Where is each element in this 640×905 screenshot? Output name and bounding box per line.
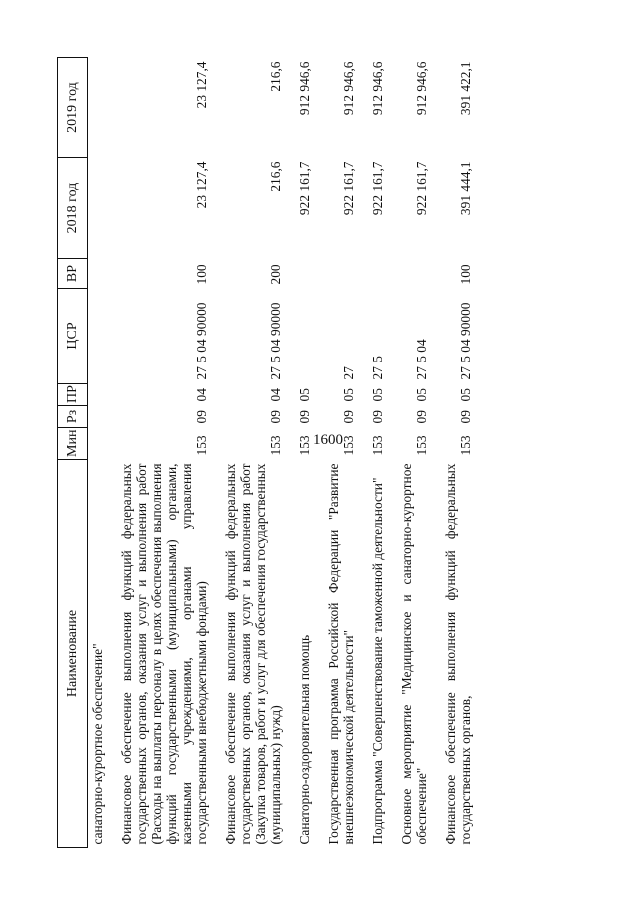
- row-name: Подпрограмма "Совершенствование таможенной деятельности": [370, 477, 385, 845]
- table-row: [107, 58, 211, 848]
- header-vr: ВР: [58, 259, 88, 289]
- row-2018: 23 127,4: [194, 161, 209, 209]
- row-min: 153: [297, 435, 312, 456]
- rotated-page-content: [57, 58, 587, 848]
- row-csr: [285, 289, 314, 384]
- row-rz: 09: [297, 410, 312, 424]
- row-name: Основное мероприятие "Медицинское и санаторно-курортное обеспечение": [399, 463, 429, 845]
- row-rz: 09: [458, 410, 473, 424]
- row-2019: 912 946,6: [341, 61, 356, 116]
- row-csr: 27 5 04 90000: [268, 302, 283, 380]
- table-header: [58, 58, 88, 848]
- row-name: санаторно-курортное обеспечение": [90, 643, 105, 845]
- row-min: 153: [414, 435, 429, 456]
- row-2018: 216,6: [268, 161, 283, 192]
- row-min: [88, 428, 108, 460]
- row-vr: 100: [458, 264, 473, 285]
- header-2019: 2019 год: [58, 58, 88, 158]
- row-rz: 09: [268, 410, 283, 424]
- row-name: Государственная программа Российской Федерации "Развитие внешнеэкономической деятельности": [326, 463, 356, 845]
- row-pr: [88, 384, 108, 406]
- row-pr: 05: [297, 388, 312, 402]
- row-min: 153: [341, 435, 356, 456]
- row-rz: 09: [370, 410, 385, 424]
- header-rz: Рз: [58, 406, 88, 428]
- table-body: [88, 58, 476, 848]
- row-2018: 922 161,7: [370, 161, 385, 216]
- row-pr: 05: [341, 388, 356, 402]
- row-2018: [88, 158, 108, 259]
- row-csr: 27 5: [370, 356, 385, 380]
- row-vr: [88, 259, 108, 289]
- table-row: [285, 58, 314, 848]
- row-rz: 09: [341, 410, 356, 424]
- row-min: 153: [268, 435, 283, 456]
- row-rz: 09: [414, 410, 429, 424]
- row-rz: [88, 406, 108, 428]
- row-2019: 391 422,1: [458, 61, 473, 116]
- header-csr: ЦСР: [58, 289, 88, 384]
- row-2019: [88, 58, 108, 158]
- row-name: Финансовое обеспечение выполнения функций федеральных государственных органов,: [443, 463, 473, 845]
- row-min: 153: [194, 435, 209, 456]
- header-min: Мин: [58, 428, 88, 460]
- row-2019: 912 946,6: [414, 61, 429, 116]
- row-vr: 200: [268, 264, 283, 285]
- header-2018: 2018 год: [58, 158, 88, 259]
- table-row: [314, 58, 358, 848]
- row-rz: 09: [194, 410, 209, 424]
- table-row: [358, 58, 387, 848]
- row-name: Финансовое обеспечение выполнения функций федеральных государственных органов, оказания услуг и выполнения работ (Закупка товаров, работ и услуг для обеспечения государственных (муниципальных) нужд): [223, 463, 283, 845]
- row-csr: 27 5 04: [414, 339, 429, 380]
- row-2018: 922 161,7: [341, 161, 356, 216]
- row-min: 153: [370, 435, 385, 456]
- row-2019: 216,6: [268, 61, 283, 92]
- table-row: [88, 58, 108, 848]
- row-vr: [387, 259, 431, 289]
- row-vr: [285, 259, 314, 289]
- row-2018: 922 161,7: [297, 161, 312, 216]
- row-csr: 27 5 04 90000: [458, 302, 473, 380]
- row-pr: 04: [268, 388, 283, 402]
- table-row: [387, 58, 431, 848]
- row-vr: 100: [194, 264, 209, 285]
- budget-table: [57, 57, 475, 848]
- row-csr: 27 5 04 90000: [194, 302, 209, 380]
- row-vr: [358, 259, 387, 289]
- page-number: 1600: [313, 432, 343, 448]
- table-row: [431, 58, 475, 848]
- row-csr: [88, 289, 108, 384]
- row-csr: 27: [341, 366, 356, 380]
- row-pr: 05: [370, 388, 385, 402]
- row-2018: 391 444,1: [458, 161, 473, 216]
- row-2019: 912 946,6: [297, 61, 312, 116]
- row-2019: 23 127,4: [194, 61, 209, 109]
- row-2018: 922 161,7: [414, 161, 429, 216]
- row-pr: 05: [414, 388, 429, 402]
- row-vr: [314, 259, 358, 289]
- row-name: Санаторно-оздоровительная помощь: [297, 634, 312, 845]
- row-2019: 912 946,6: [370, 61, 385, 116]
- header-pr: ПР: [58, 384, 88, 406]
- row-pr: 04: [194, 388, 209, 402]
- row-pr: 05: [458, 388, 473, 402]
- row-name: Финансовое обеспечение выполнения функций федеральных государственных органов, оказания услуг и выполнения работ (Расходы на выплаты персоналу в целях обеспечения выполнения функций государственными (муниципальными) органами, казенными учреждениями, органами управления государственными внебюджетными фондами): [119, 463, 209, 845]
- table-row: [211, 58, 285, 848]
- header-name: Наименование: [58, 460, 88, 848]
- row-min: 153: [458, 435, 473, 456]
